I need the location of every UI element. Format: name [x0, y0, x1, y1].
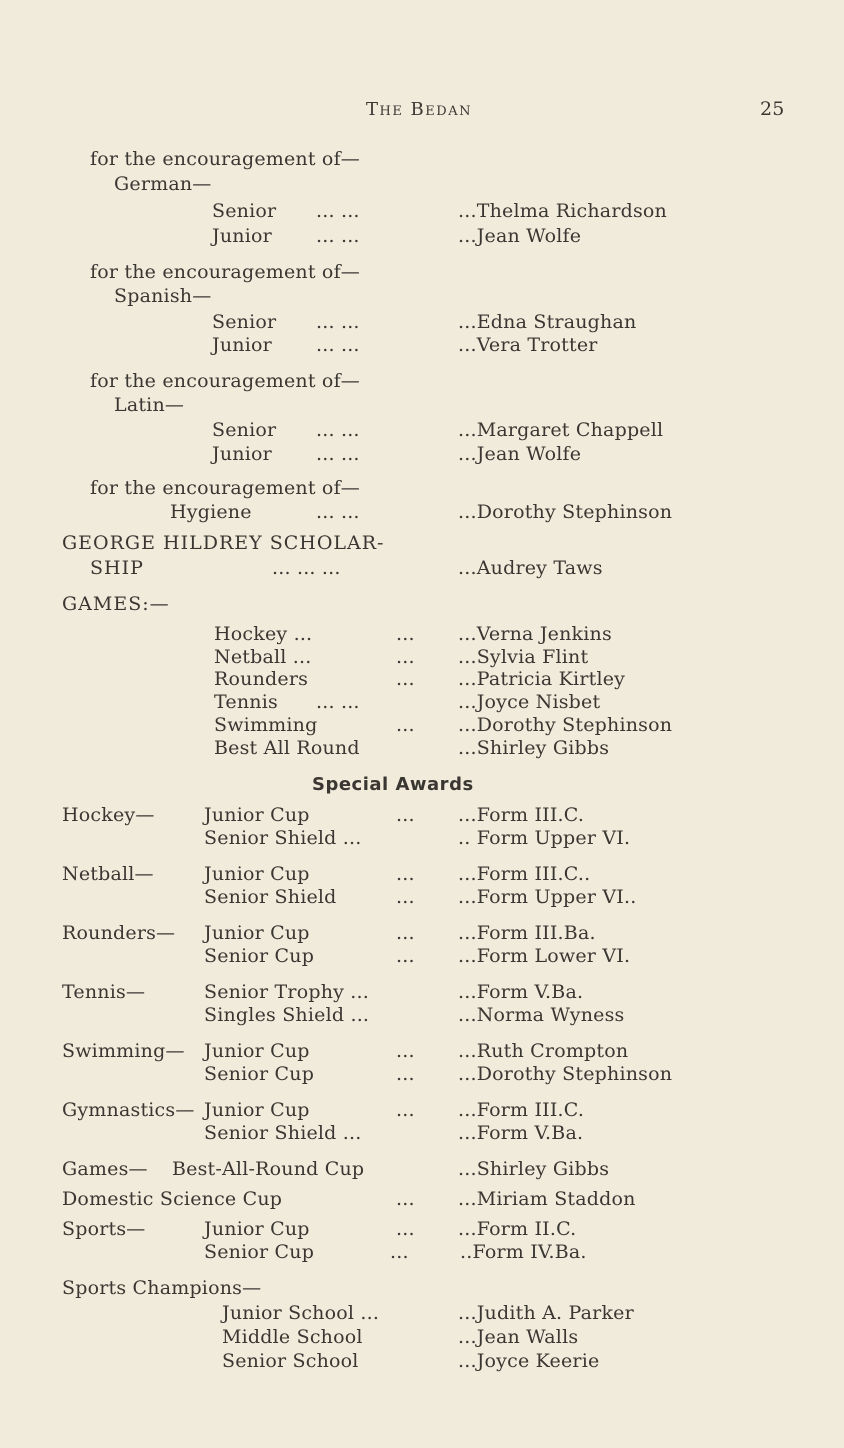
leader-dots: ... — [390, 1241, 409, 1263]
winner-name: ...Vera Trotter — [458, 334, 598, 356]
winner-name: ...Jean Wolfe — [458, 225, 582, 247]
winner-name: ...Norma Wyness — [458, 1004, 625, 1026]
winner-name: ...Form Lower VI. — [458, 945, 631, 967]
winner-name: ...Edna Straughan — [458, 311, 637, 333]
winner-name: ...Ruth Crompton — [458, 1040, 629, 1062]
leader-dots: ... — [396, 1040, 415, 1062]
winner-name: ...Dorothy Stephinson — [458, 1063, 673, 1085]
special-awards-heading: Special Awards — [312, 774, 474, 795]
row-label: Junior — [212, 443, 272, 465]
leader-dots: ... ... — [316, 334, 360, 356]
award-name: Senior School — [222, 1350, 359, 1372]
award-name: Senior Trophy ... — [204, 981, 370, 1003]
sport-label: Netball— — [62, 863, 154, 885]
encouragement-heading: for the encouragement of— — [90, 477, 361, 499]
row-label: Netball ... — [214, 646, 312, 668]
winner-name: ...Joyce Keerie — [458, 1350, 600, 1372]
scholarship-title: GEORGE HILDREY SCHOLAR- — [62, 532, 385, 554]
winner-name: ...Jean Wolfe — [458, 443, 582, 465]
winner-name: ...Miriam Staddon — [458, 1188, 636, 1210]
winner-name: .. Form Upper VI. — [458, 827, 631, 849]
award-name: Senior Cup — [204, 945, 315, 967]
winner-name: ...Judith A. Parker — [458, 1302, 634, 1324]
subject-label: Latin— — [114, 394, 185, 416]
leader-dots: ... ... — [316, 311, 360, 333]
sport-label: Swimming— — [62, 1040, 185, 1062]
winner-name: ...Dorothy Stephinson — [458, 501, 673, 523]
winner-name: ...Dorothy Stephinson — [458, 714, 673, 736]
award-name: Singles Shield ... — [204, 1004, 370, 1026]
winner-name: ...Form III.Ba. — [458, 922, 596, 944]
award-name: Senior Cup — [204, 1241, 315, 1263]
winner-name: ...Form III.C.. — [458, 863, 591, 885]
winner-name: ...Form III.C. — [458, 804, 585, 826]
award-name: Junior School ... — [222, 1302, 380, 1324]
row-label: Senior — [212, 419, 277, 441]
row-label: Hockey ... — [214, 623, 313, 645]
row-label: Junior — [212, 334, 272, 356]
row-label: Junior — [212, 225, 272, 247]
winner-name: ...Audrey Taws — [458, 557, 603, 579]
award-name: Best-All-Round Cup — [172, 1158, 365, 1180]
award-name: Domestic Science Cup — [62, 1188, 283, 1210]
row-label: Best All Round — [214, 737, 360, 759]
leader-dots: ... ... — [316, 200, 360, 222]
award-name: Junior Cup — [204, 1218, 310, 1240]
row-label: Rounders — [214, 668, 309, 690]
winner-name: ...Form V.Ba. — [458, 1122, 584, 1144]
winner-name: ...Form III.C. — [458, 1099, 585, 1121]
leader-dots: ... — [396, 1099, 415, 1121]
leader-dots: ... — [396, 945, 415, 967]
winner-name: ...Form V.Ba. — [458, 981, 584, 1003]
row-label: Senior — [212, 311, 277, 333]
row-label: Tennis — [214, 691, 278, 713]
sport-label: Gymnastics— — [62, 1099, 195, 1121]
leader-dots: ... — [396, 1188, 415, 1210]
leader-dots: ... — [396, 863, 415, 885]
leader-dots: ... — [396, 1218, 415, 1240]
row-label: Senior — [212, 200, 277, 222]
winner-name: ...Verna Jenkins — [458, 623, 612, 645]
encouragement-heading: for the encouragement of— — [90, 148, 361, 170]
subject-label: German— — [114, 173, 212, 195]
award-name: Junior Cup — [204, 922, 310, 944]
sport-label: Rounders— — [62, 922, 176, 944]
sport-label: Hockey— — [62, 804, 155, 826]
leader-dots: ... — [396, 668, 415, 690]
row-label: Hygiene — [170, 501, 252, 523]
page-number: 25 — [760, 98, 785, 120]
scholarship-title-cont: SHIP — [90, 557, 144, 579]
leader-dots: ... — [396, 646, 415, 668]
leader-dots: ... ... — [316, 443, 360, 465]
leader-dots: ... ... — [316, 501, 360, 523]
winner-name: ...Shirley Gibbs — [458, 1158, 610, 1180]
winner-name: ..Form IV.Ba. — [460, 1241, 587, 1263]
winner-name: ...Thelma Richardson — [458, 200, 667, 222]
leader-dots: ... — [396, 1063, 415, 1085]
row-label: Swimming — [214, 714, 318, 736]
leader-dots: ... ... — [316, 419, 360, 441]
winner-name: ...Jean Walls — [458, 1326, 579, 1348]
winner-name: ...Shirley Gibbs — [458, 737, 610, 759]
award-name: Senior Shield ... — [204, 1122, 362, 1144]
award-name: Senior Shield ... — [204, 827, 362, 849]
leader-dots: ... — [396, 623, 415, 645]
award-name: Junior Cup — [204, 804, 310, 826]
award-name: Middle School — [222, 1326, 363, 1348]
subject-label: Spanish— — [114, 285, 212, 307]
leader-dots: ... ... — [316, 691, 360, 713]
winner-name: ...Margaret Chappell — [458, 419, 664, 441]
award-name: Senior Shield — [204, 886, 337, 908]
games-heading: GAMES:— — [62, 593, 170, 615]
leader-dots: ... ... — [316, 225, 360, 247]
sport-label: Sports— — [62, 1218, 146, 1240]
award-name: Junior Cup — [204, 1099, 310, 1121]
leader-dots: ... — [396, 886, 415, 908]
winner-name: ...Joyce Nisbet — [458, 691, 601, 713]
leader-dots: ... ... ... — [272, 557, 341, 579]
sport-label: Games— — [62, 1158, 148, 1180]
winner-name: ...Form II.C. — [458, 1218, 577, 1240]
running-title: The Bedan — [366, 99, 472, 120]
sport-label: Tennis— — [62, 981, 146, 1003]
award-name: Junior Cup — [204, 863, 310, 885]
winner-name: ...Sylvia Flint — [458, 646, 589, 668]
winner-name: ...Patricia Kirtley — [458, 668, 626, 690]
leader-dots: ... — [396, 804, 415, 826]
leader-dots: ... — [396, 714, 415, 736]
winner-name: ...Form Upper VI.. — [458, 886, 637, 908]
champions-heading: Sports Champions— — [62, 1277, 262, 1299]
award-name: Senior Cup — [204, 1063, 315, 1085]
leader-dots: ... — [396, 922, 415, 944]
award-name: Junior Cup — [204, 1040, 310, 1062]
encouragement-heading: for the encouragement of— — [90, 370, 361, 392]
encouragement-heading: for the encouragement of— — [90, 261, 361, 283]
